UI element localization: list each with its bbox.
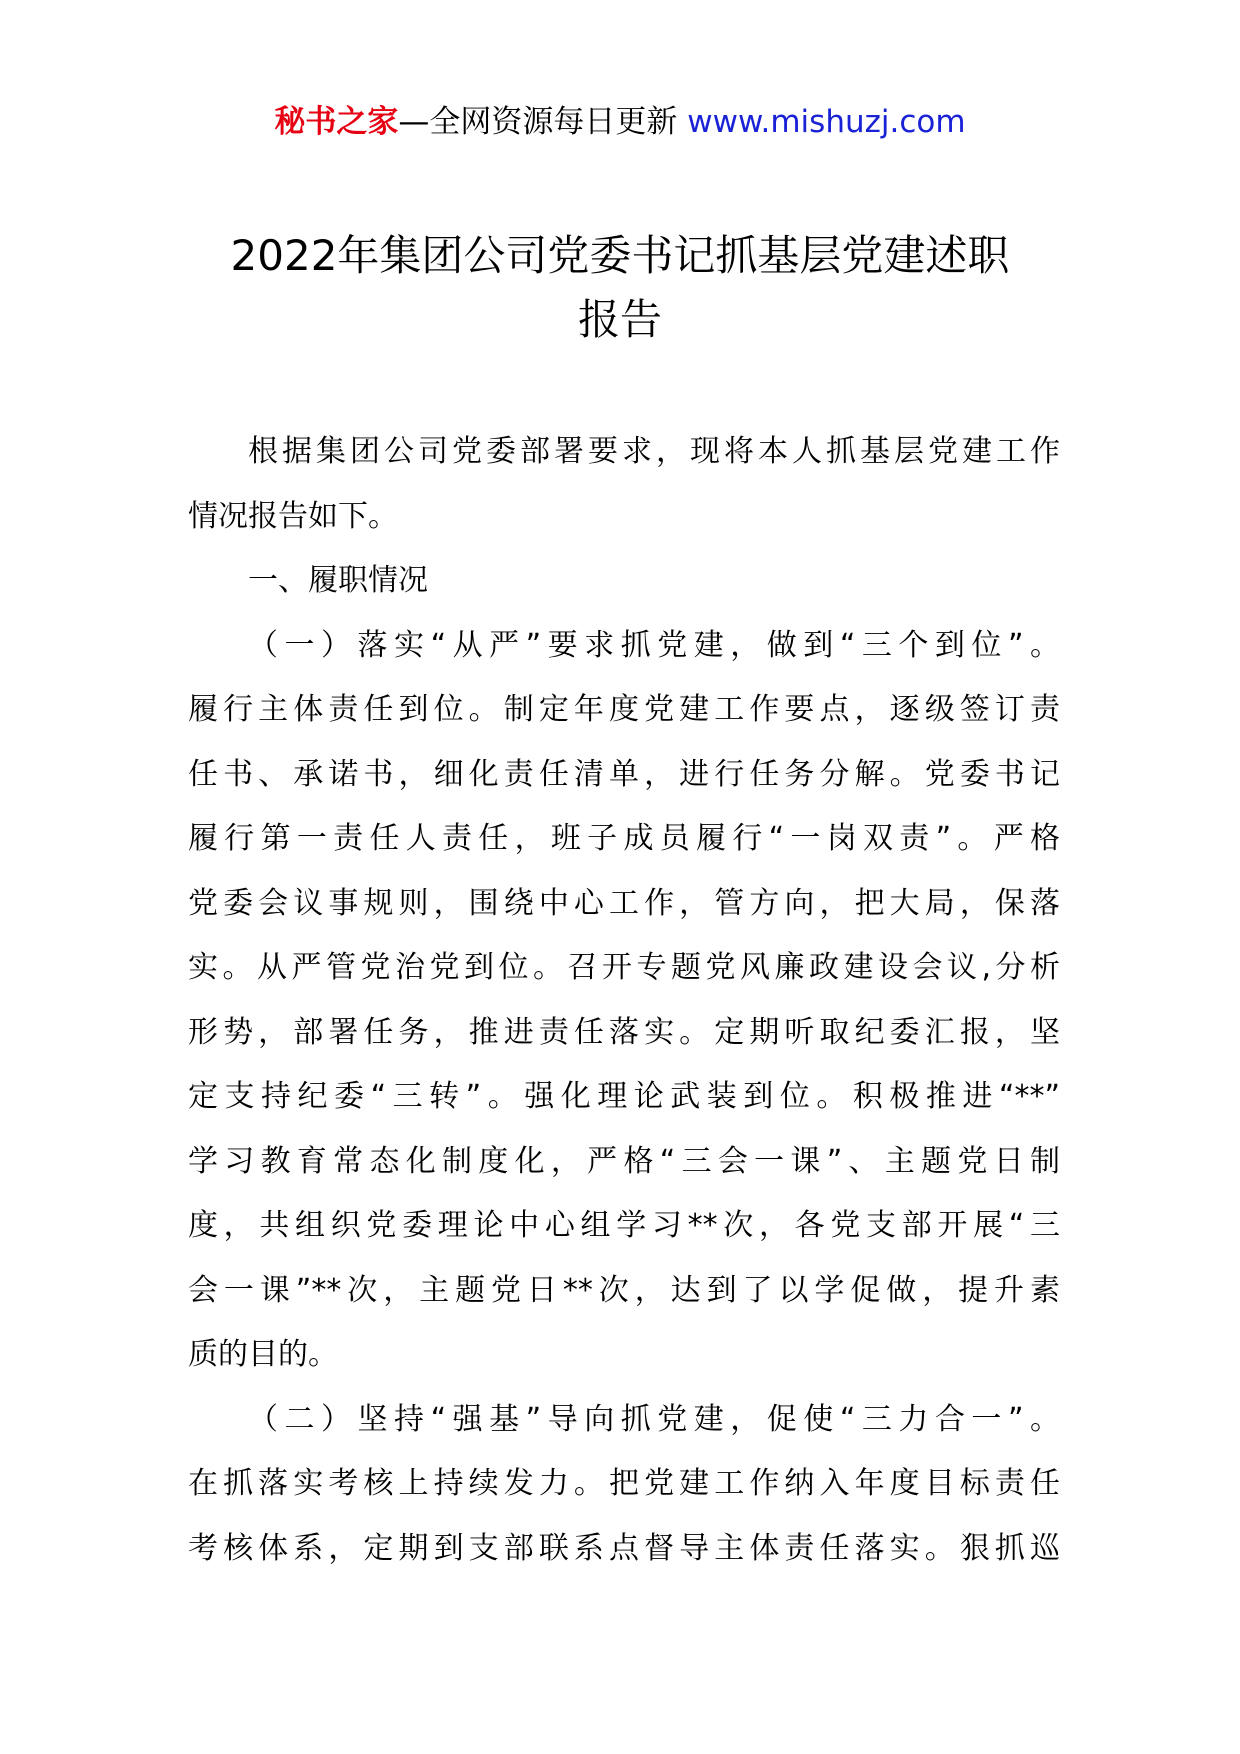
body-line: 任书、承诺书，细化责任清单，进行任务分解。党委书记 [188, 756, 1060, 792]
body-line: 形势，部署任务，推进责任落实。定期听取纪委汇报，坚 [188, 1014, 1060, 1050]
body-line: 会一课”**次，主题党日**次，达到了以学促做，提升素 [188, 1272, 1060, 1308]
brand-name: 秘书之家 [274, 104, 399, 140]
body-line: 党委会议事规则，围绕中心工作，管方向，把大局，保落 [188, 885, 1060, 921]
subsection-heading: （一）落实“从严”要求抓党建，做到“三个到位”。 [248, 627, 1060, 663]
body-line: 考核体系，定期到支部联系点督导主体责任落实。狠抓巡 [188, 1530, 1060, 1566]
site-banner [0, 100, 1240, 144]
body-line: 质的目的。 [188, 1337, 338, 1372]
site-url-link[interactable]: www.mishuzj.com [687, 104, 966, 140]
body-line: 实。从严管党治党到位。召开专题党风廉政建设会议,分析 [188, 950, 1060, 985]
title-line-1: 2022年集团公司党委书记抓基层党建述职 [230, 231, 1010, 280]
body-line: 情况报告如下。 [188, 498, 398, 534]
section-heading: 一、履职情况 [248, 563, 428, 598]
body-line: 学习教育常态化制度化，严格“三会一课”、主题党日制 [188, 1143, 1060, 1179]
body-line: 在抓落实考核上持续发力。把党建工作纳入年度目标责任 [188, 1466, 1060, 1501]
banner-tagline: —全网资源每日更新 [398, 104, 678, 140]
document-title [160, 224, 1080, 352]
body-line: 定支持纪委“三转”。强化理论武装到位。积极推进“**” [188, 1079, 1060, 1114]
body-line: 履行第一责任人责任，班子成员履行“一岗双责”。严格 [188, 821, 1060, 856]
title-line-2: 报告 [577, 295, 662, 344]
subsection-heading: （二）坚持“强基”导向抓党建，促使“三力合一”。 [248, 1401, 1060, 1437]
document-body [188, 420, 1060, 1581]
body-line: 度，共组织党委理论中心组学习**次，各党支部开展“三 [188, 1208, 1060, 1243]
body-line: 履行主体责任到位。制定年度党建工作要点，逐级签订责 [188, 692, 1060, 727]
body-line: 根据集团公司党委部署要求，现将本人抓基层党建工作 [248, 434, 1060, 469]
